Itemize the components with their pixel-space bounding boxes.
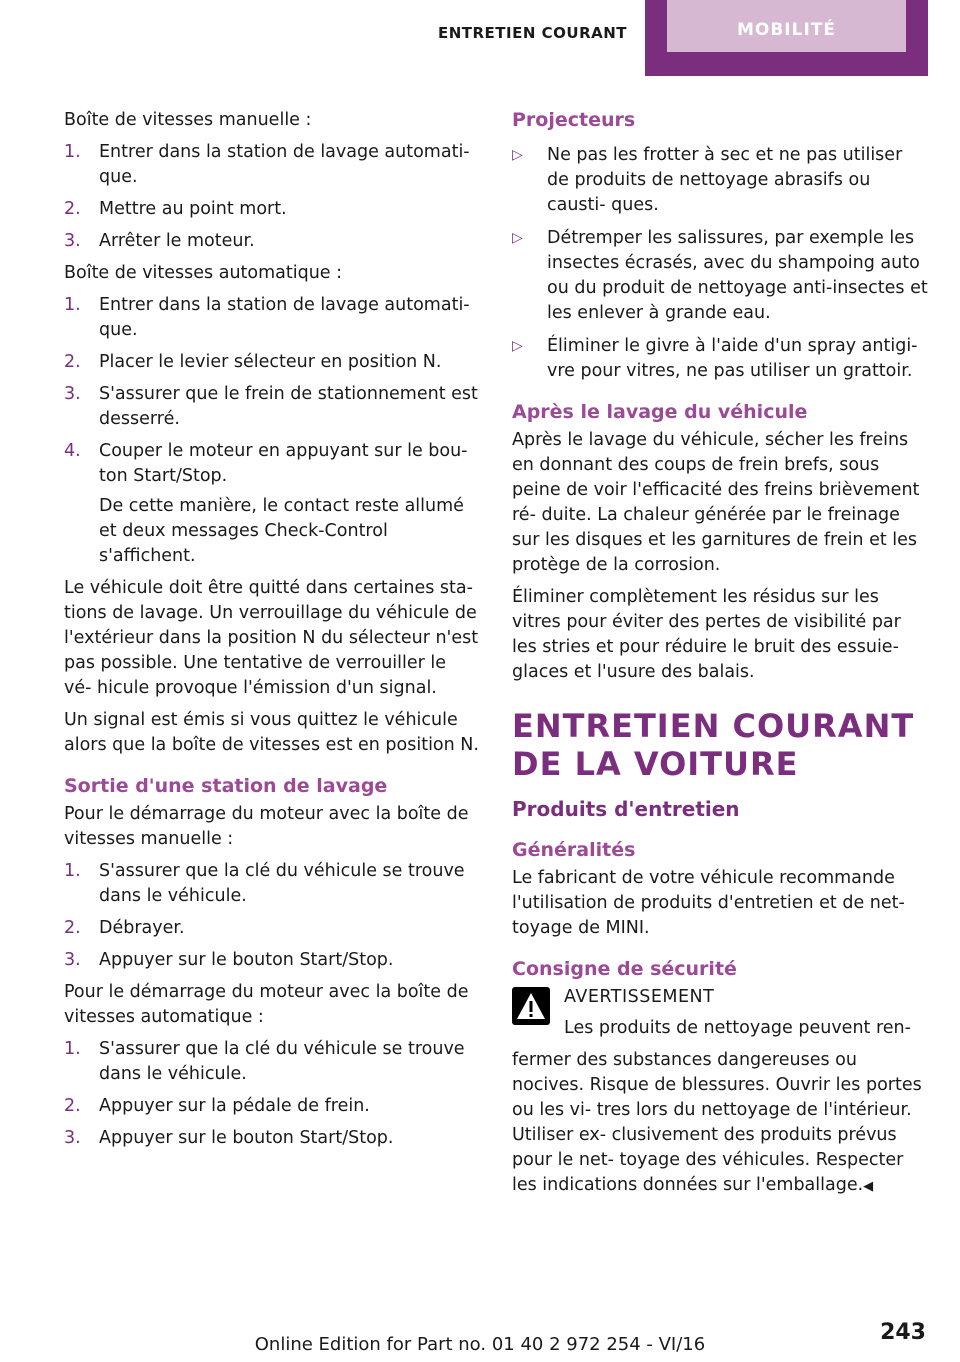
products-heading: Produits d'entretien [512,797,740,821]
warning-icon [512,987,550,1025]
step-number: 1. [64,861,81,881]
list-item [64,229,479,254]
step-text: Placer le levier sélecteur en position N. [99,352,442,372]
paragraph: Après le lavage du véhicule, sécher les freins en donnant des coups de frein brefs, sous peine de voir l'efficacité des freins brièvement ré- duite. La chaleur générée par le freinage sur les disques et les garnitures de frein et les protège de la corrosion. [512,430,920,575]
left-column [64,108,479,1158]
chapter-tab-label: MOBILITÉ [736,20,837,40]
step-number: 2. [64,918,81,938]
list-item [512,334,928,384]
list-item [64,140,479,190]
warning-rest: fermer des substances dangereuses ou nocives. Risque de blessures. Ouvrir les portes ou les vi- tres lors du nettoyage de l'intérieur. Utiliser ex- clusivement des produits prévus pour le net- toyage des véhicules. Respecter les indications données sur l'emballage. [512,1050,922,1195]
step-text: Débrayer. [99,918,185,938]
step-text: Appuyer sur le bouton Start/Stop. [99,1128,394,1148]
step-text: S'assurer que la clé du véhicule se trouve dans le véhicule. [99,861,465,906]
safety-heading: Consigne de sécurité [512,958,737,980]
paragraph: Le véhicule doit être quitté dans certaines sta- tions de lavage. Un verrouillage du véhicule de l'extérieur dans la position N du sélecteur n'est pas possible. Une tentative de verrouiller le vé- hicule provoque l'émission d'un signal. [64,578,479,698]
auto-steps-list [64,293,479,489]
list-item [64,948,479,973]
section-title: ENTRETIEN COURANT [437,24,628,42]
page-header [0,0,960,80]
warning-text [512,1048,928,1199]
step-number: 1. [64,1039,81,1059]
step-number: 2. [64,352,81,372]
step-text: Appuyer sur la pédale de frein. [99,1096,370,1116]
right-column [512,108,928,1206]
exit-manual-label: Pour le démarrage du moteur avec la boîte de vitesses manuelle : [64,804,469,849]
list-item [64,350,479,375]
bullet-triangle-icon: ▷ [512,230,523,246]
projector-bullets-list [512,143,928,384]
bullet-text: Ne pas les frotter à sec et ne pas utiliser de produits de nettoyage abrasifs ou causti- ques. [547,145,903,215]
step-text: Entrer dans la station de lavage automati- que. [99,295,470,340]
step-text: Entrer dans la station de lavage automati- que. [99,142,470,187]
step-number: 1. [64,295,81,315]
list-item [64,293,479,343]
manual-steps-list [64,140,479,254]
bullet-text: Détremper les salissures, par exemple les insectes écrasés, avec du shampoing auto ou du produit de nettoyage anti-insectes et les enlever à grande eau. [547,228,928,323]
list-item [64,439,479,489]
exit-wash-heading: Sortie d'une station de lavage [64,775,388,797]
step-number: 3. [64,1128,81,1148]
list-item [512,226,928,326]
step-text: S'assurer que la clé du véhicule se trouve dans le véhicule. [99,1039,465,1084]
page-footer [0,1320,960,1362]
chapter-tab [645,0,928,76]
step-number: 2. [64,199,81,219]
step-text: Appuyer sur le bouton Start/Stop. [99,950,394,970]
after-wash-heading: Après le lavage du véhicule [512,401,808,423]
end-mark-icon: ◀ [863,1179,874,1194]
bullet-triangle-icon: ▷ [512,147,523,163]
list-item [64,1094,479,1119]
list-item [512,143,928,218]
list-item [64,197,479,222]
edition-text: Online Edition for Part no. 01 40 2 972 254 - VI/16 [254,1334,706,1355]
step-number: 3. [64,231,81,251]
step-text: Couper le moteur en appuyant sur le bou- ton Start/Stop. [99,441,468,486]
projectors-heading: Projecteurs [512,109,636,131]
step-text: Mettre au point mort. [99,199,287,219]
warning-title: AVERTISSEMENT [564,987,715,1007]
exit-manual-steps-list [64,859,479,973]
exit-auto-label: Pour le démarrage du moteur avec la boîte de vitesses automatique : [64,982,469,1027]
general-heading: Généralités [512,839,636,861]
step-text: S'assurer que le frein de stationnement est desserré. [99,384,478,429]
list-item [64,1037,479,1087]
list-item [64,916,479,941]
step-text: Arrêter le moteur. [99,231,255,251]
step-number: 4. [64,441,81,461]
page-number: 243 [880,1320,926,1345]
manual-gearbox-label: Boîte de vitesses manuelle : [64,110,312,130]
care-heading: ENTRETIEN COURANT DE LA VOITURE [512,707,915,783]
bullet-triangle-icon: ▷ [512,338,523,354]
paragraph: Éliminer complètement les résidus sur les vitres pour éviter des pertes de visibilité par les stries et pour réduire le bruit des essuie-glaces et l'usure des balais. [512,587,901,682]
warning-first-line: Les produits de nettoyage peuvent ren- [564,1018,911,1038]
step-number: 1. [64,142,81,162]
step-note: De cette manière, le contact reste allumé et deux messages Check-Control s'affichent. [99,496,464,566]
list-item [64,859,479,909]
auto-gearbox-label: Boîte de vitesses automatique : [64,263,343,283]
list-item [64,1126,479,1151]
warning-block [512,985,928,1199]
step-number: 3. [64,950,81,970]
bullet-text: Éliminer le givre à l'aide d'un spray antigi- vre pour vitres, ne pas utiliser un grattoir. [547,336,918,381]
list-item [64,382,479,432]
paragraph: Un signal est émis si vous quittez le véhicule alors que la boîte de vitesses est en position N. [64,710,479,755]
exit-auto-steps-list [64,1037,479,1151]
paragraph: Le fabricant de votre véhicule recommande l'utilisation de produits d'entretien et de net- toyage de MINI. [512,868,905,938]
step-number: 3. [64,384,81,404]
step-number: 2. [64,1096,81,1116]
